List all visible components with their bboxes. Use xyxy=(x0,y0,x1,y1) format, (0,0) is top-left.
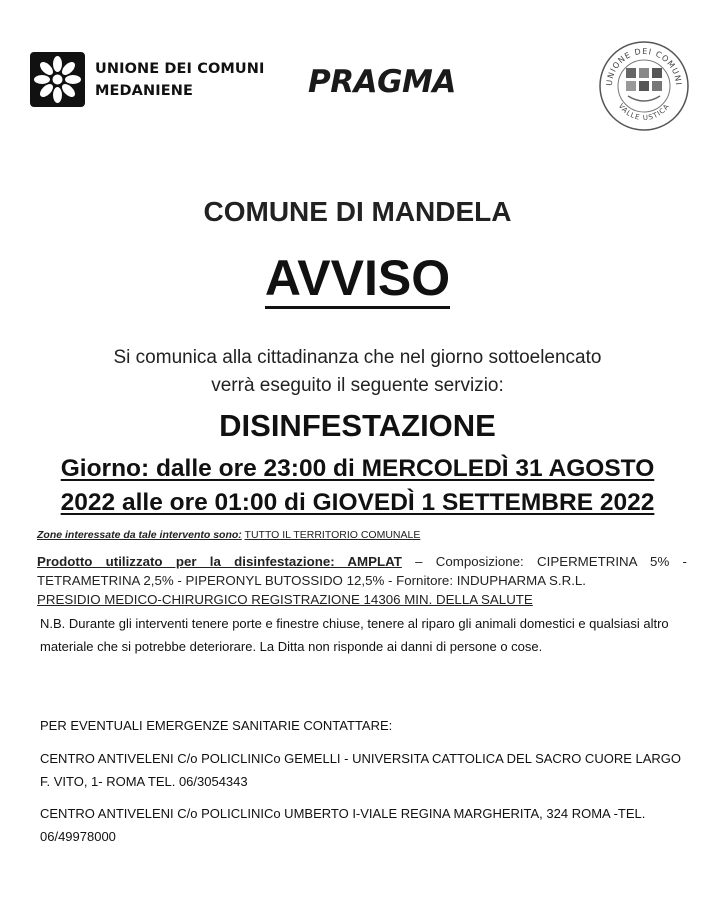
intro-line-2: verrà eseguito il seguente servizio: xyxy=(211,375,504,396)
poison-center-1: CENTRO ANTIVELENI C/o POLICLINICo GEMELLI - UNIVERSITA CATTOLICA DEL SACRO CUORE LARGO F. VITO, 1- ROMA TEL. 06/3054343 xyxy=(40,751,682,789)
union-logo xyxy=(30,52,85,107)
zone-label: Zone interessate da tale intervento sono: xyxy=(37,529,242,541)
emergency-heading: PER EVENTUALI EMERGENZE SANITARIE CONTATTARE: xyxy=(40,718,393,733)
service-title: DISINFESTAZIONE xyxy=(219,408,496,443)
notice-title-text: AVVISO xyxy=(265,250,450,309)
flower-icon xyxy=(30,52,85,107)
seal-text-bottom: VALLE USTICA xyxy=(616,102,672,123)
notice-title xyxy=(0,249,715,307)
date-line-1-text: Giorno: dalle ore 23:00 di MERCOLEDÌ 31 AGOSTO xyxy=(60,455,655,482)
union-name-line1: UNIONE DEI COMUNI xyxy=(95,61,265,77)
date-line-1 xyxy=(0,455,715,483)
zone-value: TUTTO IL TERRITORIO COMUNALE xyxy=(244,529,421,541)
poison-center-2: CENTRO ANTIVELENI C/o POLICLINICo UMBERTO I-VIALE REGINA MARGHERITA, 324 ROMA -TEL. 06/49978000 xyxy=(40,806,646,844)
municipality-title: COMUNE DI MANDELA xyxy=(203,196,512,227)
product-registration: PRESIDIO MEDICO-CHIRURGICO REGISTRAZIONE 14306 MIN. DELLA SALUTE xyxy=(37,592,533,607)
svg-text:UNIONE DEI COMUNI xyxy=(605,47,683,86)
union-seal xyxy=(598,40,690,132)
union-name-line2: MEDANIENE xyxy=(95,83,193,99)
intro-line-1: Si comunica alla cittadinanza che nel giorno sottoelencato xyxy=(113,347,602,368)
product-info xyxy=(37,552,687,609)
pragma-logo: PRAGMA xyxy=(308,64,456,100)
date-line-2-text: 2022 alle ore 01:00 di GIOVEDÌ 1 SETTEMBRE 2022 xyxy=(60,489,655,516)
seal-text-top: UNIONE DEI COMUNI xyxy=(604,46,684,87)
union-name xyxy=(95,58,265,102)
nb-note: N.B. Durante gli interventi tenere porte e finestre chiuse, tenere al riparo gli animali domestici e qualsiasi altro materiale che si potrebbe deteriorare. La Ditta non risponde ai danni di persone o cose. xyxy=(40,616,669,654)
product-label: Prodotto utilizzato per la disinfestazione: AMPLAT xyxy=(37,554,402,569)
product-composition: – Composizione: CIPERMETRINA 5% - TETRAMETRINA 2,5% - PIPERONYL BUTOSSIDO 12,5% - Fornitore: INDUPHARMA S.R.L. xyxy=(37,554,687,588)
zone-info xyxy=(37,529,420,541)
date-line-2 xyxy=(0,489,715,517)
